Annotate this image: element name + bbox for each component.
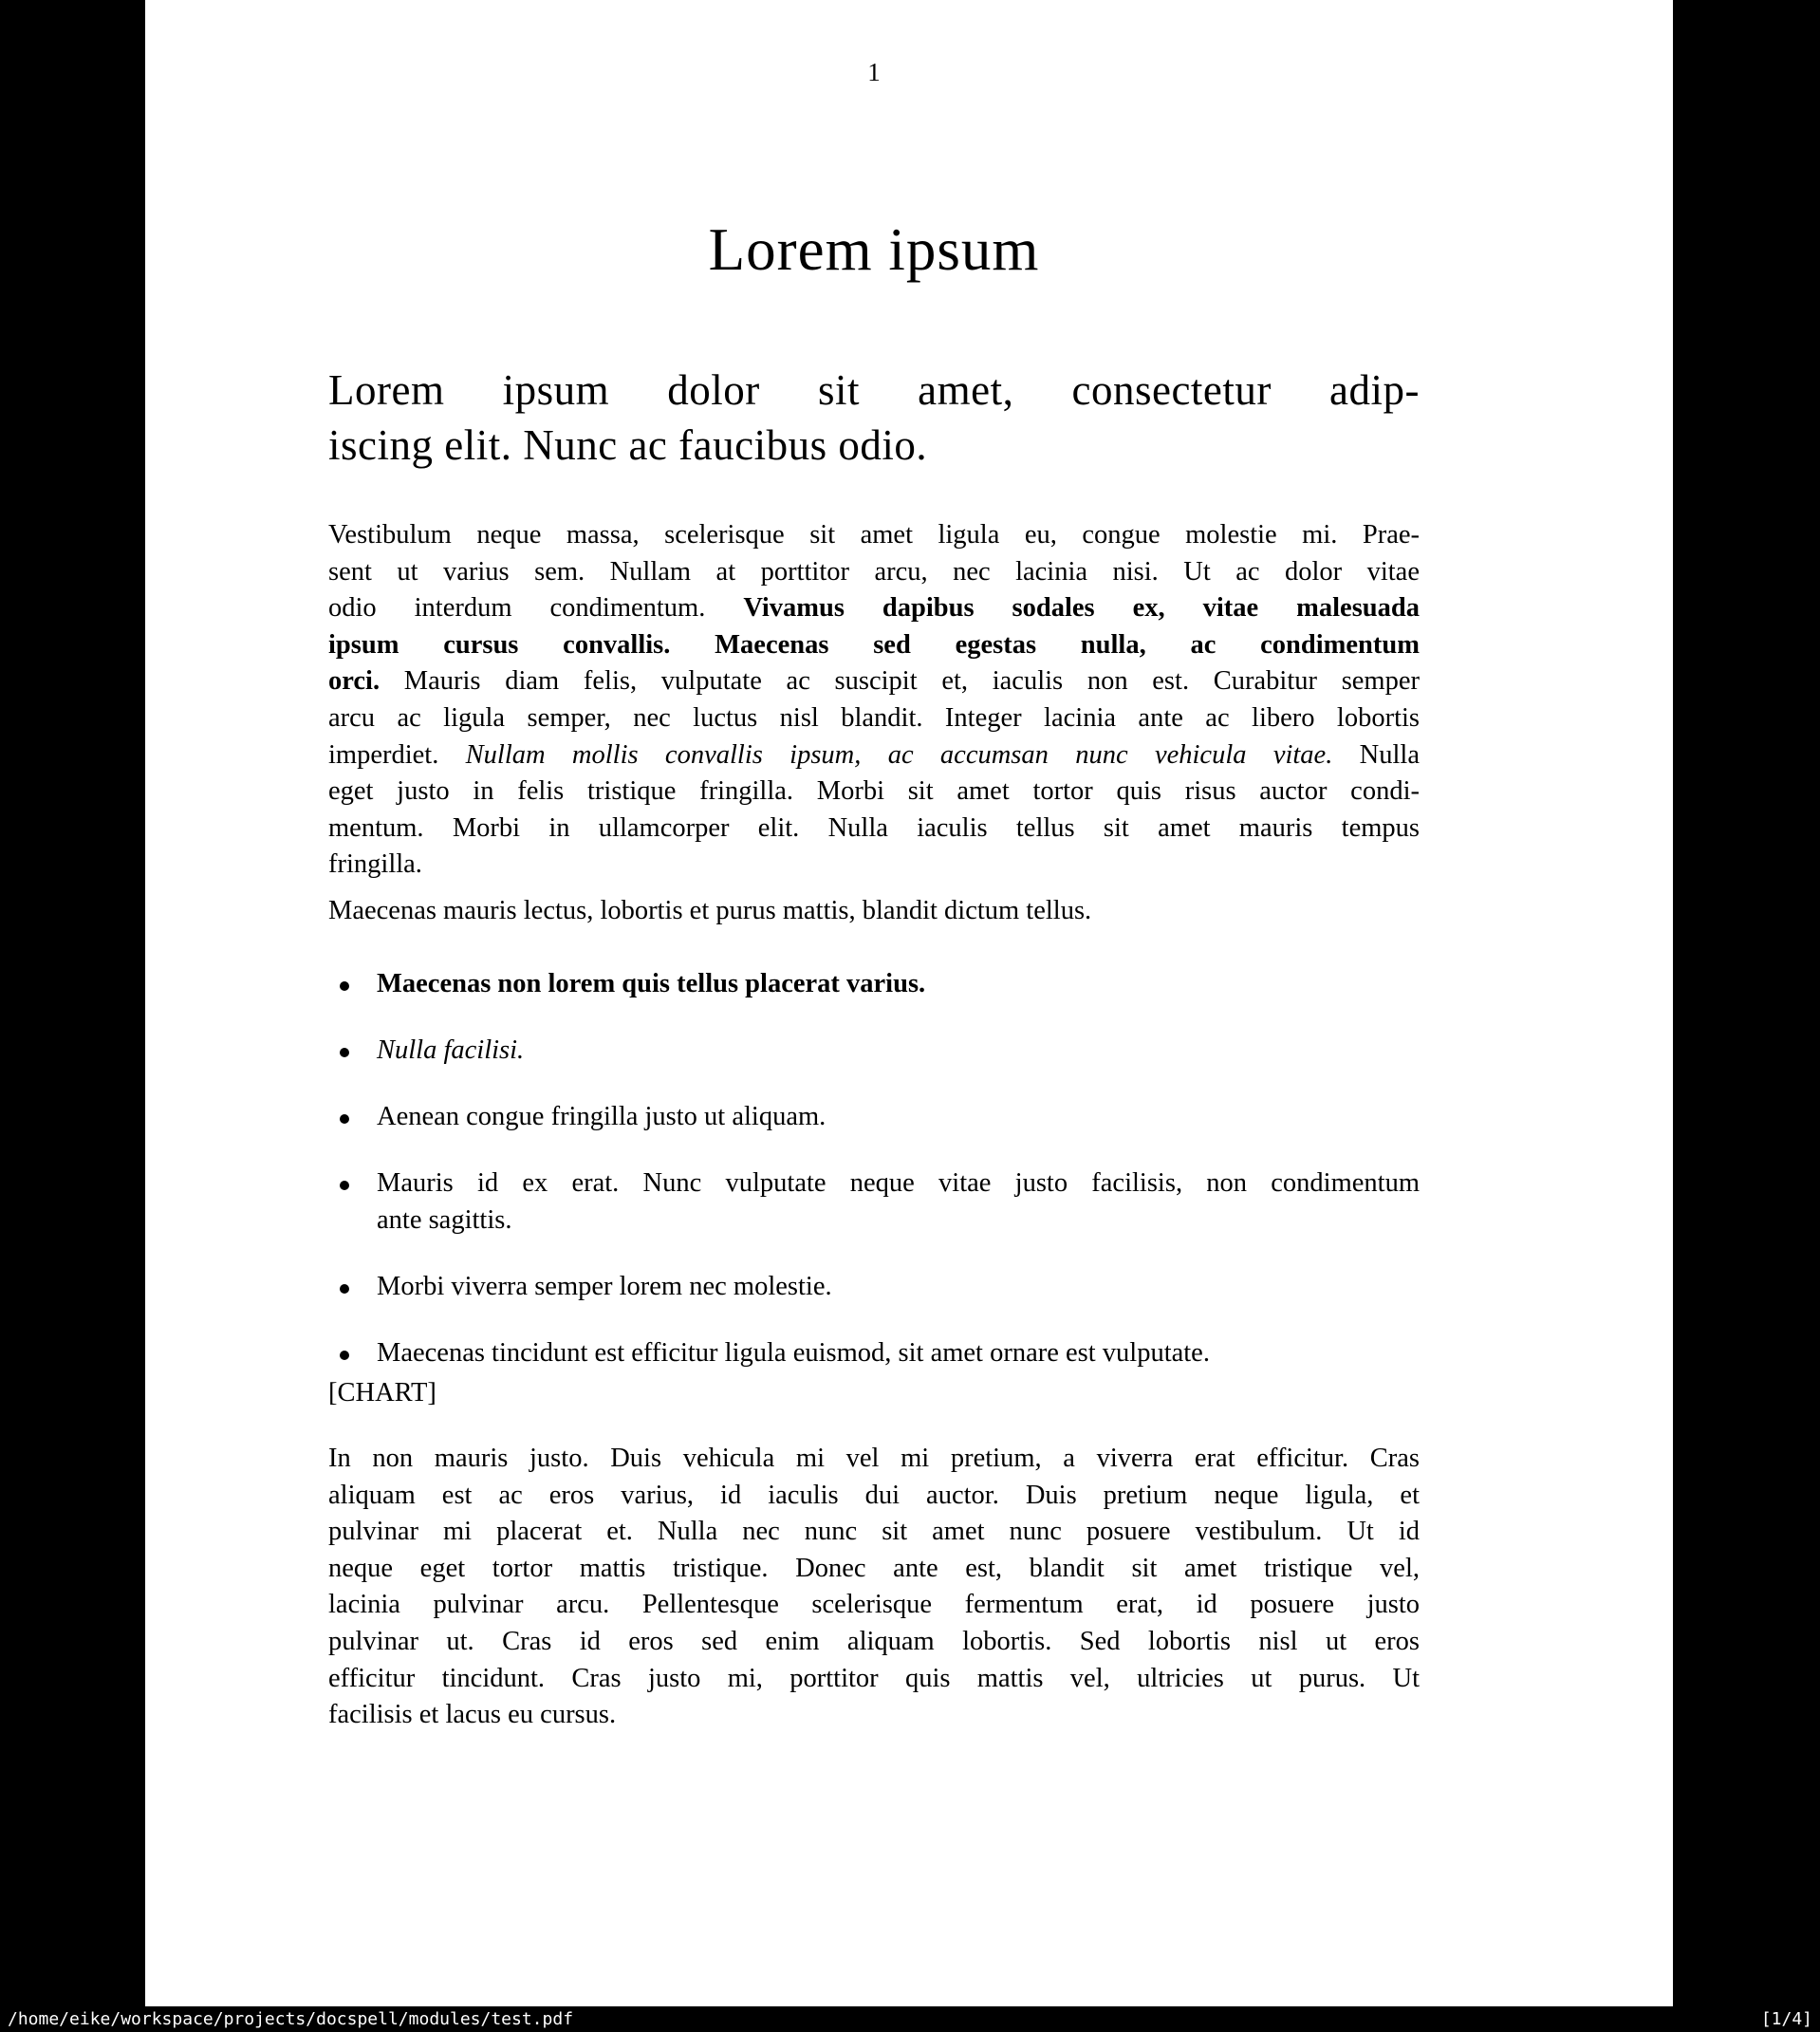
paragraph-2 (328, 893, 1420, 930)
bullet-list (328, 966, 1420, 1402)
text-line: facilisis et lacus eu cursus. (328, 1700, 617, 1730)
text-line: imperdiet. Nullam mollis convallis ipsum, ac accumsan nunc vehicula vitae. Nulla (328, 739, 1420, 770)
text-line: Maecenas non lorem quis tellus placerat varius. (377, 969, 926, 998)
text-line: Maecenas mauris lectus, lobortis et purus mattis, blandit dictum tellus. (328, 896, 1092, 925)
bullet-dot (340, 1351, 349, 1360)
text-line: Nulla facilisi. (377, 1035, 525, 1066)
text-line: lacinia pulvinar arcu. Pellentesque scelerisque fermentum erat, id posuere justo (328, 1590, 1420, 1620)
text-line: ipsum cursus convallis. Maecenas sed egestas nulla, ac condimentum (328, 629, 1420, 660)
text-line: pulvinar mi placerat et. Nulla nec nunc sit amet nunc posuere vestibulum. Ut id (328, 1517, 1420, 1547)
text-line: odio interdum condimentum. Vivamus dapibus sodales ex, vitae malesuada (328, 593, 1420, 624)
text-line: neque eget tortor mattis tristique. Donec ante est, blandit sit amet tristique vel, (328, 1553, 1420, 1583)
list-item (328, 1165, 1420, 1239)
chart-placeholder: [CHART] (328, 1378, 436, 1407)
list-item (328, 1033, 1420, 1070)
paragraph-1 (328, 517, 1420, 884)
bullet-items (328, 966, 1420, 1372)
bullet-dot (340, 1048, 349, 1057)
text-line: Mauris id ex erat. Nunc vulputate neque vitae justo facilisis, non condimentum (377, 1168, 1420, 1199)
text-line: ante sagittis. (377, 1204, 512, 1235)
text-line: orci. Mauris diam felis, vulputate ac suscipit et, iaculis non est. Curabitur semper (328, 666, 1420, 697)
text-line: mentum. Morbi in ullamcorper elit. Nulla iaculis tellus sit amet mauris tempus (328, 812, 1420, 843)
statusbar (0, 2006, 1820, 2032)
list-item (328, 1269, 1420, 1306)
bullet-dot (340, 981, 349, 991)
text-line: sent ut varius sem. Nullam at porttitor arcu, nec lacinia nisi. Ut ac dolor vitae (328, 556, 1420, 587)
document-title: Lorem ipsum (708, 216, 1040, 283)
text-line: Maecenas tincidunt est efficitur ligula euismod, sit amet ornare est vulputate. (377, 1338, 1210, 1369)
list-item (328, 1335, 1420, 1372)
text-line: efficitur tincidunt. Cras justo mi, porttitor quis mattis vel, ultricies ut purus. Ut (328, 1663, 1420, 1693)
paragraph-3 (328, 1441, 1420, 1734)
text-line: Vestibulum neque massa, scelerisque sit amet ligula eu, congue molestie mi. Prae- (328, 520, 1420, 550)
text-line: fringilla. (328, 849, 422, 880)
text-line: eget justo in felis tristique fringilla. Morbi sit amet tortor quis risus auctor condi- (328, 776, 1420, 807)
text-line: Aenean congue fringilla justo ut aliquam. (377, 1102, 826, 1132)
text-line: pulvinar ut. Cras id eros sed enim aliquam lobortis. Sed lobortis nisl ut eros (328, 1626, 1420, 1656)
text-line: Morbi viverra semper lorem nec molestie. (377, 1271, 832, 1301)
text-line: In non mauris justo. Duis vehicula mi vel mi pretium, a viverra erat efficitur. Cras (328, 1444, 1420, 1473)
text-line: aliquam est ac eros varius, id iaculis dui auctor. Duis pretium neque ligula, et (328, 1480, 1420, 1510)
statusbar-page-indicator: [1/4] (1760, 2009, 1812, 2029)
text-line: Lorem ipsum dolor sit amet, consectetur adip- (328, 366, 1420, 414)
statusbar-filepath: /home/eike/workspace/projects/docspell/modules/test.pdf (8, 2009, 574, 2029)
bullet-dot (340, 1181, 349, 1190)
list-item (328, 966, 1420, 1003)
bullet-dot (340, 1114, 349, 1124)
text-line: iscing elit. Nunc ac faucibus odio. (328, 421, 928, 469)
list-item (328, 1099, 1420, 1136)
page-number: 1 (867, 58, 881, 86)
bullet-dot (340, 1284, 349, 1294)
document-page (145, 0, 1673, 2006)
text-line: arcu ac ligula semper, nec luctus nisl blandit. Integer lacinia ante ac libero lobortis (328, 702, 1420, 733)
section-heading (328, 363, 1420, 473)
